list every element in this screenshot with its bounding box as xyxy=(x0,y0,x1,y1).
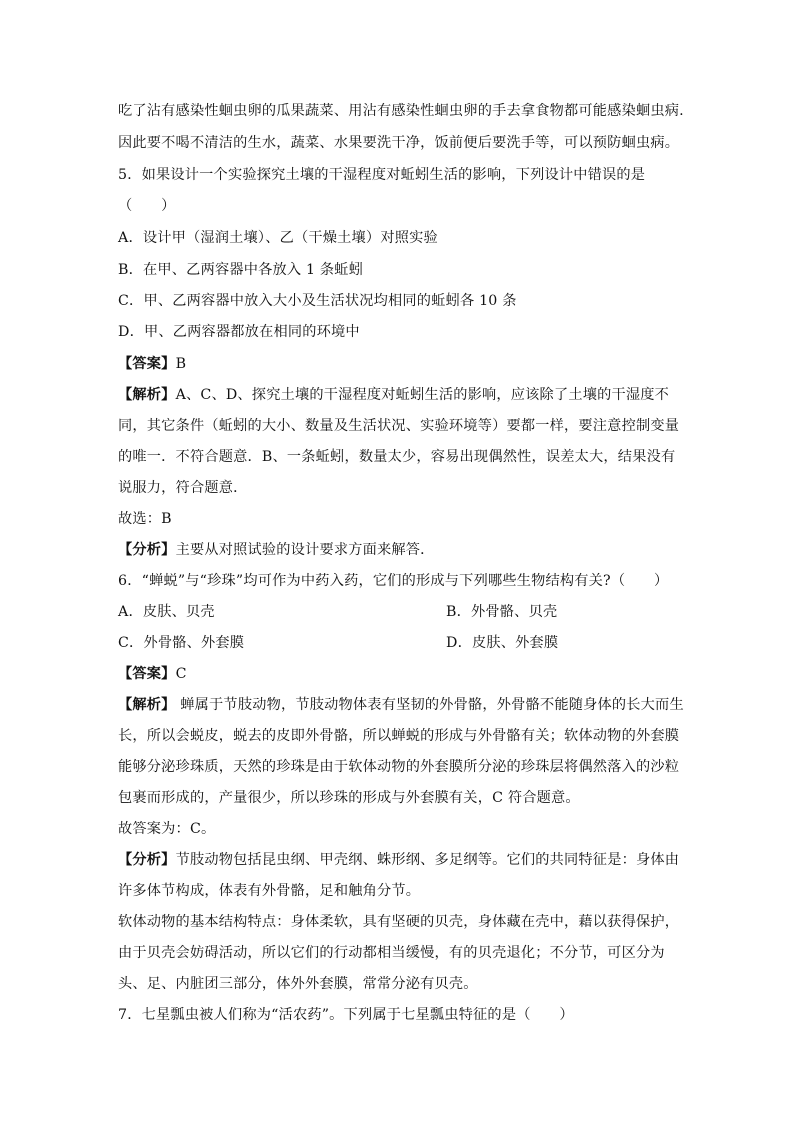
summary-label: 【分析】 xyxy=(118,542,176,558)
analysis-label: 【解析】 xyxy=(118,387,176,403)
text-line: 包裹而形成的，产量很少，所以珍珠的形成与外套膜有关，C 符合题意。 xyxy=(118,790,580,806)
text-line: 的唯一．不符合题意．B、一条蚯蚓，数量太少，容易出现偶然性，误差太大，结果没有 xyxy=(118,449,676,465)
answer-value: B xyxy=(175,356,187,372)
answer-line xyxy=(118,354,186,374)
text-line: 许多体节构成，体表有外骨骼，足和触角分节。 xyxy=(118,883,421,899)
summary-line xyxy=(118,540,435,560)
summary-text: 主要从对照试验的设计要求方面来解答． xyxy=(175,542,435,558)
summary-line xyxy=(118,850,679,870)
question-6-option-a: A．皮肤、贝壳 xyxy=(118,604,215,620)
text-line: 头、足、内脏团三部分，体外外套膜，常常分泌有贝壳。 xyxy=(118,976,478,992)
text-line: 故选：B xyxy=(118,511,172,527)
text-line: 长，所以会蜕皮，蜕去的皮即外骨骼，所以蝉蜕的形成与外骨骼有关；软体动物的外套膜 xyxy=(118,728,680,744)
analysis-text: 蝉属于节肢动物，节肢动物体表有坚韧的外骨骼，外骨骼不能随身体的长大而生 xyxy=(175,697,684,713)
question-7-stem: 7．七星瓢虫被人们称为“活农药”。下列属于七星瓢虫特征的是（ ） xyxy=(118,1007,574,1023)
analysis-text: A、C、D、探究土壤的干湿程度对蚯蚓生活的影响，应该除了土壤的干湿度不 xyxy=(175,387,670,403)
answer-label: 【答案】 xyxy=(118,666,176,682)
text-line: 因此要不喝不清洁的生水，蔬菜、水果要洗干净，饭前便后要洗手等，可以预防蛔虫病。 xyxy=(118,135,680,151)
answer-value: C xyxy=(175,666,187,682)
question-6-option-b: B．外骨骼、贝壳 xyxy=(446,604,558,620)
question-5-stem: 5．如果设计一个实验探究土壤的干湿程度对蚯蚓生活的影响，下列设计中错误的是 xyxy=(118,167,646,183)
question-6-option-d: D．皮肤、外套膜 xyxy=(446,635,559,651)
text-line: 吃了沾有感染性蛔虫卵的瓜果蔬菜、用沾有感染性蛔虫卵的手去拿食物都可能感染蛔虫病. xyxy=(118,103,684,119)
answer-line xyxy=(118,664,187,684)
question-6-option-c: C．外骨骼、外套膜 xyxy=(118,635,245,651)
summary-text: 节肢动物包括昆虫纲、甲壳纲、蛛形纲、多足纲等。它们的共同特征是：身体由 xyxy=(175,852,680,868)
text-line: 软体动物的基本结构特点：身体柔软，具有坚硬的贝壳，身体藏在壳中，藉以获得保护， xyxy=(118,914,680,930)
text-line: 由于贝壳会妨碍活动，所以它们的行动都相当缓慢，有的贝壳退化；不分节，可区分为 xyxy=(118,945,665,961)
analysis-label: 【解析】 xyxy=(118,697,176,713)
question-5-blank: （ ） xyxy=(118,198,176,214)
analysis-line xyxy=(118,385,669,405)
summary-label: 【分析】 xyxy=(118,852,176,868)
question-5-option-c: C．甲、乙两容器中放入大小及生活状况均相同的蚯蚓各 10 条 xyxy=(118,293,517,309)
text-line: 同，其它条件（蚯蚓的大小、数量及生活状况、实验环境等）要都一样，要注意控制变量 xyxy=(118,418,680,434)
question-6-stem: 6．“蝉蜕”与“珍珠”均可作为中药入药，它们的形成与下列哪些生物结构有关?（ ） xyxy=(118,573,669,589)
question-5-option-b: B．在甲、乙两容器中各放入 1 条蚯蚓 xyxy=(118,262,364,278)
analysis-line xyxy=(118,695,684,715)
text-line: 能够分泌珍珠质，天然的珍珠是由于软体动物的外套膜所分泌的珍珠层将偶然落入的沙粒 xyxy=(118,759,680,775)
question-5-option-a: A．设计甲（湿润土壤）、乙（干燥土壤）对照实验 xyxy=(118,230,438,246)
text-line: 故答案为：C。 xyxy=(118,821,216,837)
text-line: 说服力，符合题意． xyxy=(118,480,248,496)
question-5-option-d: D．甲、乙两容器都放在相同的环境中 xyxy=(118,324,360,340)
answer-label: 【答案】 xyxy=(118,356,176,372)
